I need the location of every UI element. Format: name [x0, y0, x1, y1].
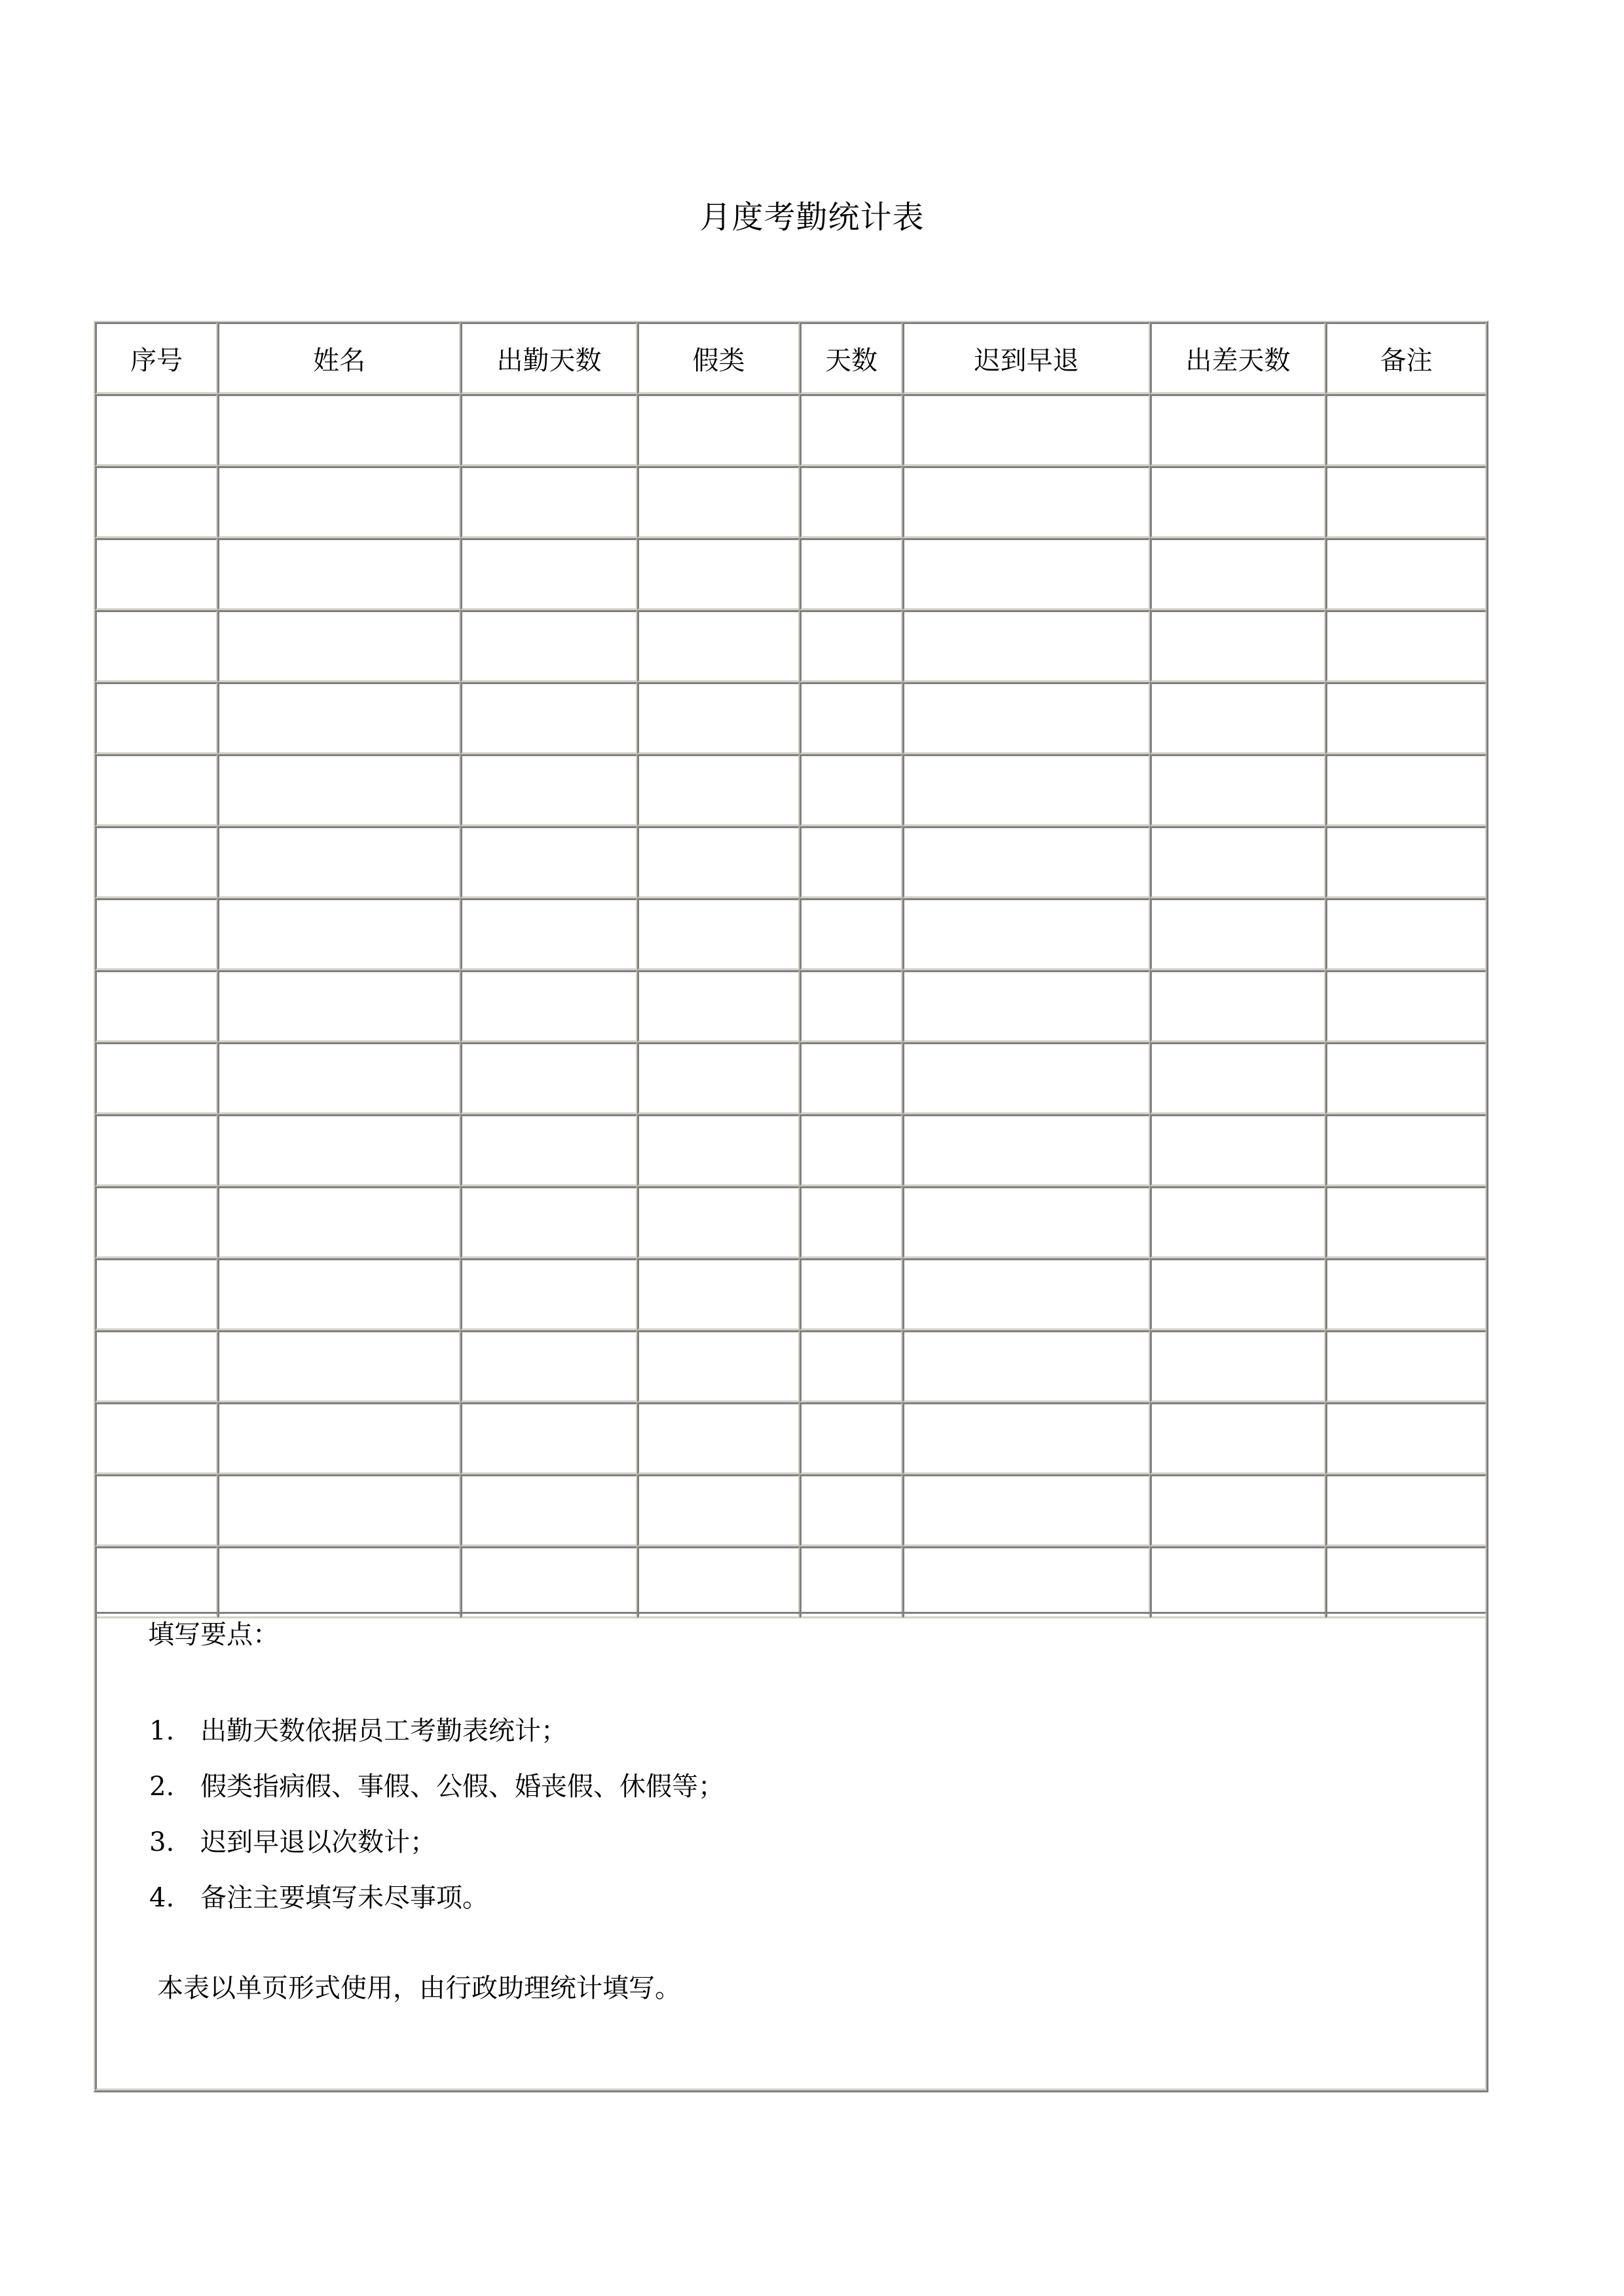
cell-leave-days[interactable] — [800, 1474, 902, 1546]
cell-leave-days[interactable] — [800, 898, 902, 970]
cell-remarks[interactable] — [1325, 754, 1486, 826]
cell-remarks[interactable] — [1325, 1474, 1486, 1546]
cell-business-trip-days[interactable] — [1150, 1402, 1325, 1474]
cell-late-early[interactable] — [902, 394, 1150, 466]
cell-name[interactable] — [217, 754, 460, 826]
cell-leave-type[interactable] — [637, 898, 800, 970]
cell-name[interactable] — [217, 1258, 460, 1330]
table-row — [95, 1330, 1486, 1402]
notes-item-text: 迟到早退以次数计； — [200, 1827, 436, 1857]
cell-business-trip-days[interactable] — [1150, 1114, 1325, 1186]
cell-leave-type[interactable] — [637, 682, 800, 754]
cell-attendance-days[interactable] — [460, 466, 637, 538]
cell-late-early[interactable] — [902, 1330, 1150, 1402]
cell-late-early[interactable] — [902, 538, 1150, 610]
cell-leave-type[interactable] — [637, 1186, 800, 1258]
cell-leave-days[interactable] — [800, 394, 902, 466]
cell-attendance-days[interactable] — [460, 1114, 637, 1186]
cell-leave-type[interactable] — [637, 970, 800, 1042]
cell-name[interactable] — [217, 394, 460, 466]
cell-late-early[interactable] — [902, 1546, 1150, 1618]
cell-leave-type[interactable] — [637, 538, 800, 610]
cell-index[interactable] — [95, 1474, 217, 1546]
cell-attendance-days[interactable] — [460, 898, 637, 970]
cell-index[interactable] — [95, 1258, 217, 1330]
cell-name[interactable] — [217, 610, 460, 682]
table-row — [95, 754, 1486, 826]
cell-attendance-days[interactable] — [460, 1042, 637, 1114]
table-row — [95, 1402, 1486, 1474]
cell-leave-days[interactable] — [800, 826, 902, 898]
cell-business-trip-days[interactable] — [1150, 1258, 1325, 1330]
cell-attendance-days[interactable] — [460, 394, 637, 466]
cell-business-trip-days[interactable] — [1150, 1546, 1325, 1618]
table-row — [95, 466, 1486, 538]
table-row — [95, 1114, 1486, 1186]
cell-name[interactable] — [217, 1546, 460, 1618]
cell-late-early[interactable] — [902, 1114, 1150, 1186]
cell-remarks[interactable] — [1325, 1114, 1486, 1186]
column-header-leave-days: 天数 — [800, 322, 902, 394]
column-header-attendance-days: 出勤天数 — [460, 322, 637, 394]
cell-leave-days[interactable] — [800, 682, 902, 754]
cell-leave-days[interactable] — [800, 466, 902, 538]
cell-business-trip-days[interactable] — [1150, 970, 1325, 1042]
cell-business-trip-days[interactable] — [1150, 394, 1325, 466]
table-row — [95, 1186, 1486, 1258]
cell-leave-type[interactable] — [637, 1402, 800, 1474]
cell-remarks[interactable] — [1325, 898, 1486, 970]
cell-leave-type[interactable] — [637, 610, 800, 682]
cell-attendance-days[interactable] — [460, 1186, 637, 1258]
cell-remarks[interactable] — [1325, 538, 1486, 610]
cell-index[interactable] — [95, 1330, 217, 1402]
notes-item-text: 出勤天数依据员工考勤表统计； — [200, 1716, 567, 1746]
page-title: 月度考勤统计表 — [699, 199, 925, 236]
cell-leave-type[interactable] — [637, 1114, 800, 1186]
cell-leave-type[interactable] — [637, 466, 800, 538]
cell-index[interactable] — [95, 970, 217, 1042]
cell-business-trip-days[interactable] — [1150, 610, 1325, 682]
cell-index[interactable] — [95, 538, 217, 610]
cell-index[interactable] — [95, 394, 217, 466]
notes-section — [95, 1612, 1486, 2090]
cell-leave-type[interactable] — [637, 826, 800, 898]
cell-leave-days[interactable] — [800, 1114, 902, 1186]
table-row — [95, 1546, 1486, 1618]
cell-attendance-days[interactable] — [460, 538, 637, 610]
notes-closing-text: 本表以单页形式使用，由行政助理统计填写。 — [157, 1973, 681, 2003]
cell-attendance-days[interactable] — [460, 1402, 637, 1474]
cell-name[interactable] — [217, 1402, 460, 1474]
cell-business-trip-days[interactable] — [1150, 682, 1325, 754]
cell-late-early[interactable] — [902, 1042, 1150, 1114]
cell-business-trip-days[interactable] — [1150, 754, 1325, 826]
cell-attendance-days[interactable] — [460, 1330, 637, 1402]
cell-name[interactable] — [217, 682, 460, 754]
cell-index[interactable] — [95, 1186, 217, 1258]
cell-late-early[interactable] — [902, 970, 1150, 1042]
cell-index[interactable] — [95, 682, 217, 754]
attendance-table — [95, 322, 1486, 1618]
cell-attendance-days[interactable] — [460, 682, 637, 754]
cell-business-trip-days[interactable] — [1150, 1474, 1325, 1546]
cell-leave-type[interactable] — [637, 1330, 800, 1402]
cell-business-trip-days[interactable] — [1150, 1330, 1325, 1402]
cell-business-trip-days[interactable] — [1150, 1186, 1325, 1258]
notes-item — [149, 1827, 436, 1858]
column-header-late-early: 迟到早退 — [902, 322, 1150, 394]
cell-remarks[interactable] — [1325, 1330, 1486, 1402]
notes-item — [149, 1771, 724, 1802]
notes-heading: 填写要点： — [148, 1620, 279, 1650]
cell-attendance-days[interactable] — [460, 1258, 637, 1330]
cell-name[interactable] — [217, 538, 460, 610]
cell-attendance-days[interactable] — [460, 1474, 637, 1546]
table-header-row — [95, 322, 1486, 394]
cell-leave-type[interactable] — [637, 754, 800, 826]
cell-remarks[interactable] — [1325, 970, 1486, 1042]
cell-leave-days[interactable] — [800, 754, 902, 826]
cell-leave-days[interactable] — [800, 610, 902, 682]
notes-item-number: 1. — [149, 1716, 175, 1746]
cell-late-early[interactable] — [902, 1402, 1150, 1474]
column-header-leave-type: 假类 — [637, 322, 800, 394]
cell-leave-type[interactable] — [637, 1546, 800, 1618]
cell-remarks[interactable] — [1325, 826, 1486, 898]
cell-late-early[interactable] — [902, 826, 1150, 898]
cell-attendance-days[interactable] — [460, 826, 637, 898]
cell-remarks[interactable] — [1325, 1546, 1486, 1618]
table-row — [95, 682, 1486, 754]
cell-attendance-days[interactable] — [460, 610, 637, 682]
table-row — [95, 1258, 1486, 1330]
notes-item — [149, 1882, 489, 1914]
column-header-business-trip-days: 出差天数 — [1150, 322, 1325, 394]
cell-name[interactable] — [217, 970, 460, 1042]
notes-item-number: 2. — [149, 1772, 175, 1802]
notes-item-number: 3. — [149, 1827, 175, 1857]
cell-leave-days[interactable] — [800, 1186, 902, 1258]
cell-leave-days[interactable] — [800, 1042, 902, 1114]
cell-remarks[interactable] — [1325, 394, 1486, 466]
cell-index[interactable] — [95, 610, 217, 682]
cell-index[interactable] — [95, 1114, 217, 1186]
table-row — [95, 898, 1486, 970]
notes-item-text: 假类指病假、事假、公假、婚丧假、休假等； — [200, 1772, 724, 1802]
cell-name[interactable] — [217, 1114, 460, 1186]
cell-leave-type[interactable] — [637, 1042, 800, 1114]
column-header-index: 序号 — [95, 322, 217, 394]
table-row — [95, 970, 1486, 1042]
cell-name[interactable] — [217, 466, 460, 538]
cell-late-early[interactable] — [902, 682, 1150, 754]
cell-index[interactable] — [95, 466, 217, 538]
table-row — [95, 826, 1486, 898]
cell-index[interactable] — [95, 1546, 217, 1618]
column-header-remarks: 备注 — [1325, 322, 1486, 394]
cell-late-early[interactable] — [902, 466, 1150, 538]
cell-business-trip-days[interactable] — [1150, 826, 1325, 898]
notes-item-number: 4. — [149, 1883, 175, 1913]
cell-late-early[interactable] — [902, 1186, 1150, 1258]
cell-name[interactable] — [217, 898, 460, 970]
cell-leave-days[interactable] — [800, 1546, 902, 1618]
cell-business-trip-days[interactable] — [1150, 466, 1325, 538]
table-row — [95, 538, 1486, 610]
cell-remarks[interactable] — [1325, 610, 1486, 682]
cell-leave-type[interactable] — [637, 394, 800, 466]
column-header-name: 姓名 — [217, 322, 460, 394]
cell-late-early[interactable] — [902, 898, 1150, 970]
cell-leave-days[interactable] — [800, 1330, 902, 1402]
table-row — [95, 1042, 1486, 1114]
cell-index[interactable] — [95, 754, 217, 826]
cell-name[interactable] — [217, 1474, 460, 1546]
cell-leave-type[interactable] — [637, 1474, 800, 1546]
cell-remarks[interactable] — [1325, 466, 1486, 538]
cell-index[interactable] — [95, 1402, 217, 1474]
cell-business-trip-days[interactable] — [1150, 898, 1325, 970]
cell-attendance-days[interactable] — [460, 970, 637, 1042]
table-row — [95, 1474, 1486, 1546]
cell-name[interactable] — [217, 1186, 460, 1258]
cell-late-early[interactable] — [902, 1474, 1150, 1546]
cell-leave-days[interactable] — [800, 1402, 902, 1474]
attendance-sheet — [94, 321, 1488, 2092]
cell-remarks[interactable] — [1325, 1042, 1486, 1114]
table-row — [95, 394, 1486, 466]
cell-business-trip-days[interactable] — [1150, 538, 1325, 610]
cell-name[interactable] — [217, 1042, 460, 1114]
cell-leave-days[interactable] — [800, 1258, 902, 1330]
cell-business-trip-days[interactable] — [1150, 1042, 1325, 1114]
cell-remarks[interactable] — [1325, 682, 1486, 754]
cell-attendance-days[interactable] — [460, 1546, 637, 1618]
cell-name[interactable] — [217, 1330, 460, 1402]
cell-remarks[interactable] — [1325, 1258, 1486, 1330]
cell-remarks[interactable] — [1325, 1186, 1486, 1258]
cell-remarks[interactable] — [1325, 1402, 1486, 1474]
notes-item — [149, 1715, 567, 1747]
cell-index[interactable] — [95, 826, 217, 898]
table-body — [95, 394, 1486, 1618]
cell-late-early[interactable] — [902, 754, 1150, 826]
cell-name[interactable] — [217, 826, 460, 898]
cell-late-early[interactable] — [902, 610, 1150, 682]
cell-attendance-days[interactable] — [460, 754, 637, 826]
cell-late-early[interactable] — [902, 1258, 1150, 1330]
cell-index[interactable] — [95, 1042, 217, 1114]
cell-leave-type[interactable] — [637, 1258, 800, 1330]
cell-leave-days[interactable] — [800, 538, 902, 610]
cell-index[interactable] — [95, 898, 217, 970]
notes-item-text: 备注主要填写未尽事项。 — [200, 1883, 489, 1913]
cell-leave-days[interactable] — [800, 970, 902, 1042]
table-row — [95, 610, 1486, 682]
